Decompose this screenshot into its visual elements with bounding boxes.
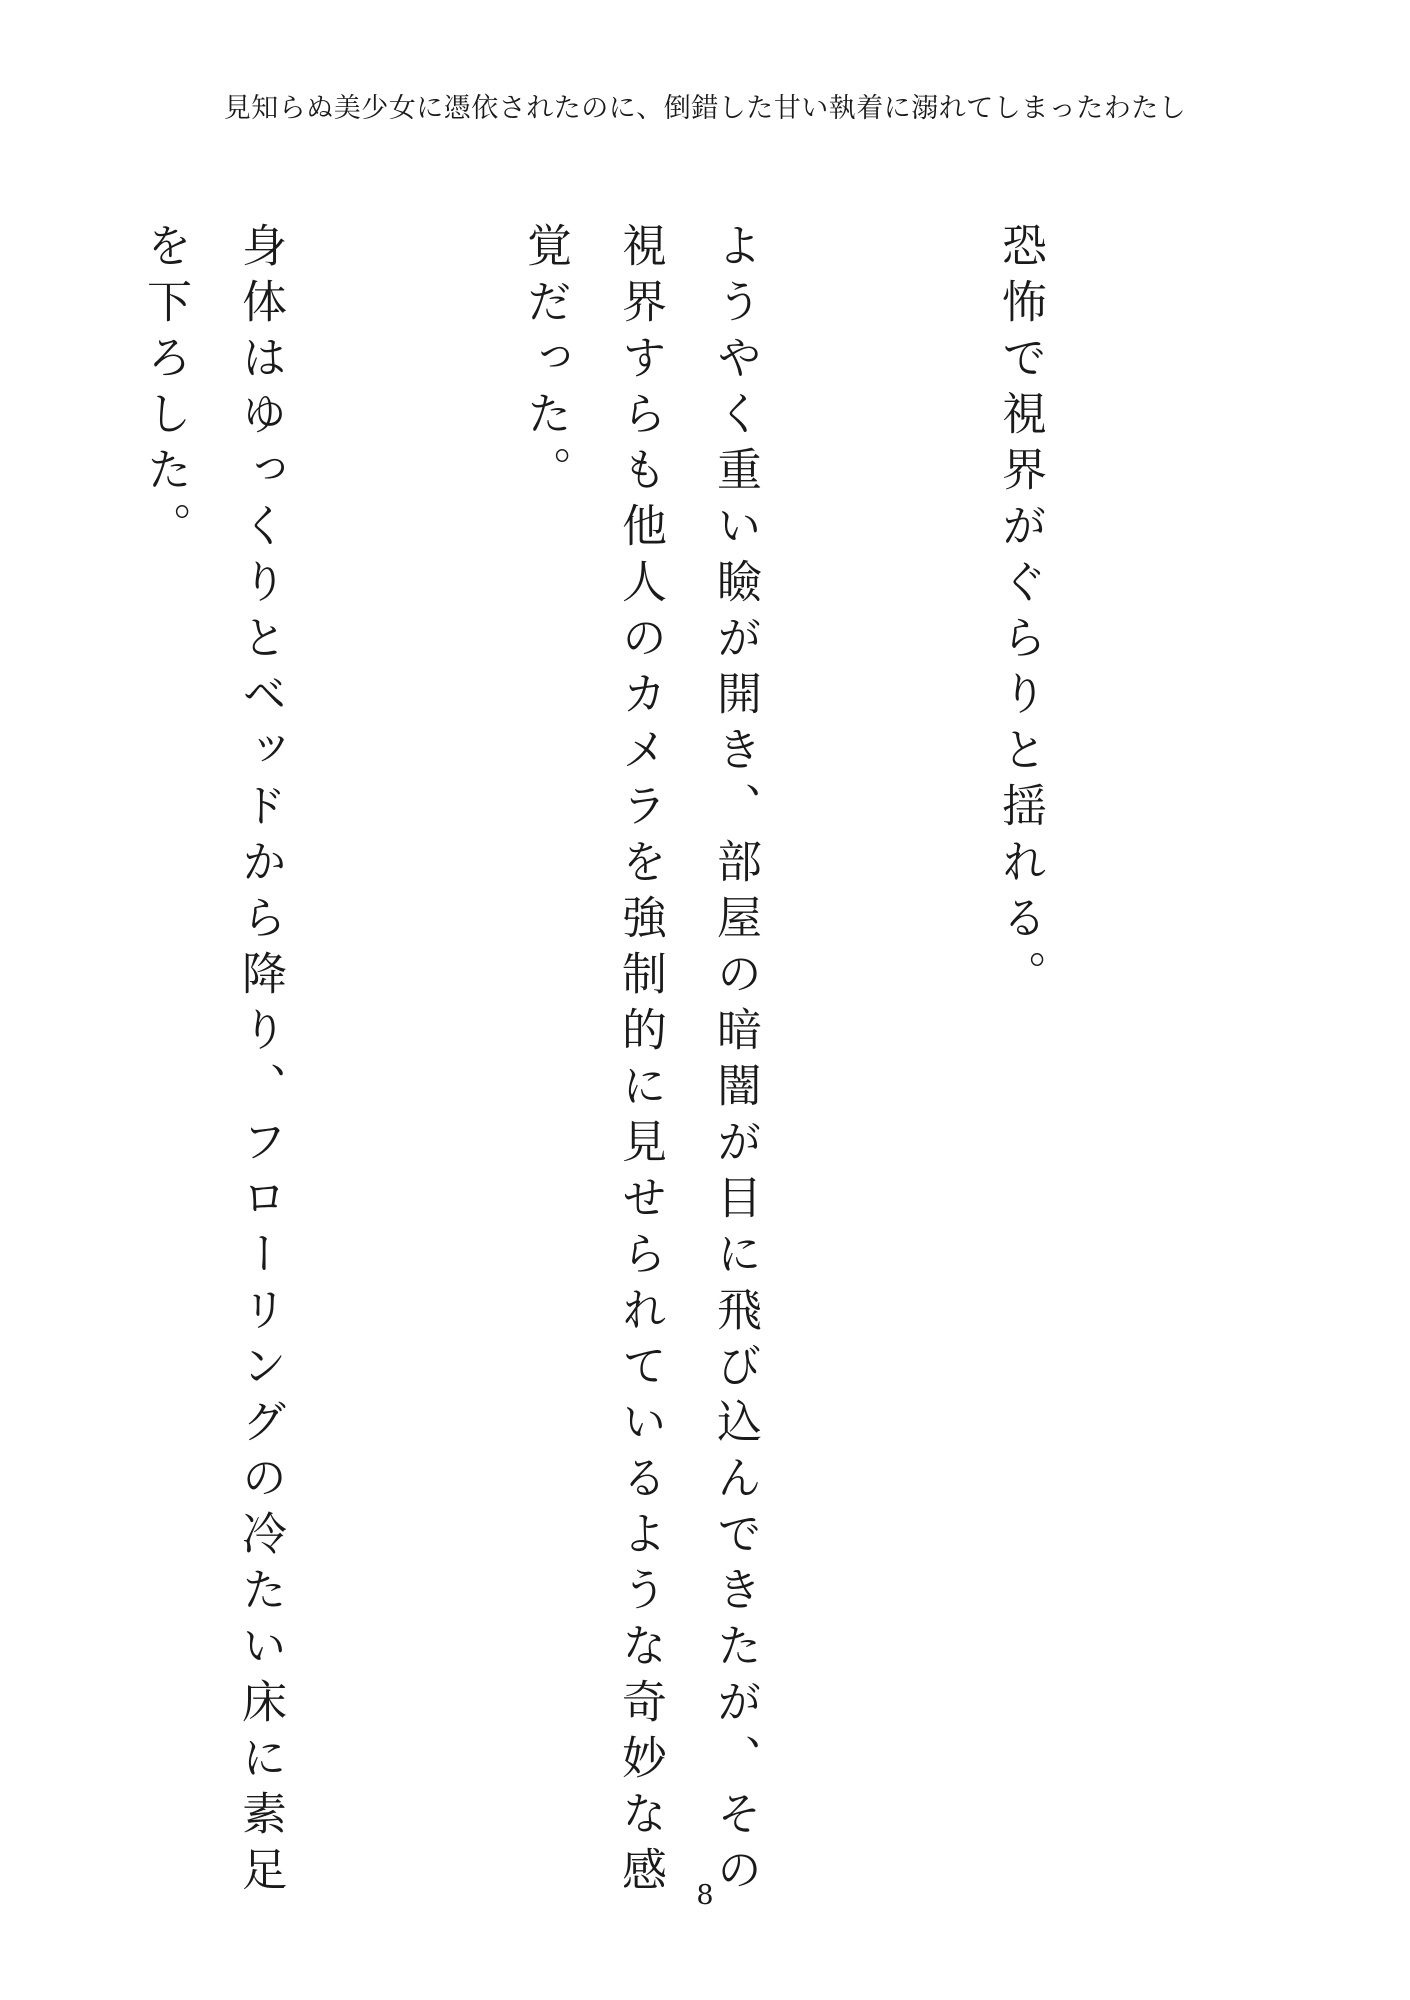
body-text <box>0 222 1258 1912</box>
paragraph-2: ようやく重い瞼が開き、部屋の暗闇が目に飛び込んできたが、その視界すらも他人のカメラを強制的に見せられているような奇妙な感覚だった。 <box>519 222 762 1902</box>
paragraph-1: 恐怖で視界がぐらりと揺れる。 <box>994 222 1047 1006</box>
paragraph-3: 身体はゆっくりとベッドから降り、フローリングの冷たい床に素足を下ろした。 <box>139 222 287 1902</box>
page-number: 8 <box>696 1880 714 1911</box>
running-header: 見知らぬ美少女に憑依されたのに、倒錯した甘い執着に溺れてしまったわたし <box>223 93 1187 124</box>
